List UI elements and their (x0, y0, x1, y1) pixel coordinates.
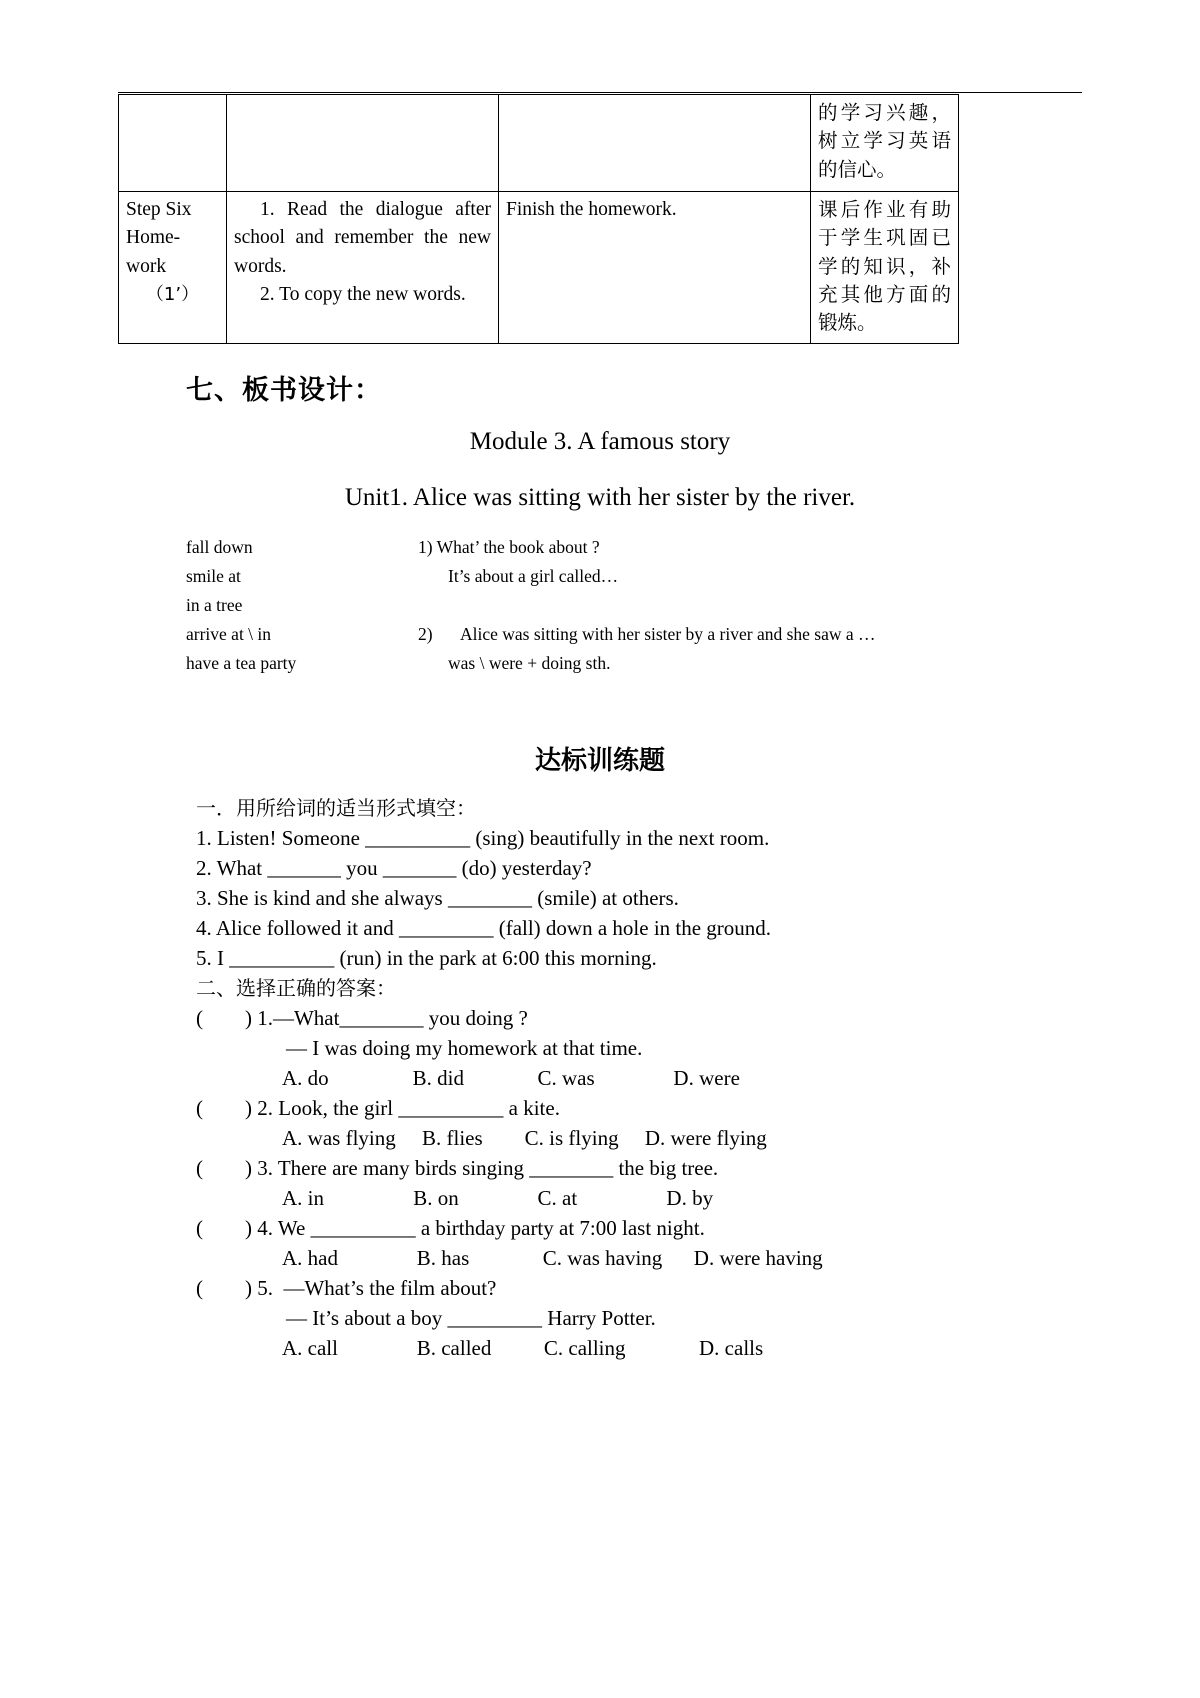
cell-step-six (119, 192, 227, 344)
exercise-part1-item: 2. What _______ you _______ (do) yesterday? (196, 856, 592, 880)
question-options: A. do B. did C. was D. were (282, 1066, 740, 1090)
step-six-time: （1’） (145, 283, 200, 305)
exercise-part1-item: 4. Alice followed it and _________ (fall) down a hole in the ground. (196, 916, 772, 940)
cell-student-activity: Finish the homework. (499, 192, 811, 344)
homework-item-1: 1. Read the dialogue after school and remember the new words. (234, 199, 491, 277)
dialogue-q1 (418, 533, 1058, 562)
dialogue-spacer (418, 591, 1058, 620)
exercise-part1-item: 1. Listen! Someone __________ (sing) beautifully in the next room. (196, 826, 770, 850)
homework-item-2: 2. To copy the new words. (260, 283, 466, 305)
dialogue-list (418, 533, 1058, 678)
exercise-question (196, 1093, 1096, 1153)
unit-title: Unit1. Alice was sitting with her sister by the river. (344, 484, 856, 511)
dialogue-q1-answer: It’s about a girl called… (448, 566, 619, 586)
question-options: A. was flying B. flies C. is flying D. were flying (282, 1126, 767, 1150)
phrase-item: in a tree (186, 595, 243, 615)
step-six-line3: work (126, 255, 167, 277)
dialogue-q1-number: 1) (418, 537, 433, 557)
exercise-part2-heading: 二、选择正确的答案： (196, 976, 396, 1000)
question-options: A. had B. has C. was having D. were having (282, 1246, 823, 1270)
cell-content-empty (227, 95, 499, 192)
exercise-question (196, 1213, 1096, 1273)
top-horizontal-rule (118, 92, 1082, 93)
dialogue-q2 (418, 620, 1058, 649)
phrase-item: fall down (186, 537, 253, 557)
exercise-part1-item: 3. She is kind and she always ________ (smile) at others. (196, 886, 679, 910)
question-options: A. call B. called C. calling D. calls (282, 1336, 764, 1360)
step-six-line2: Home- (126, 227, 181, 249)
step-six-line1: Step Six (126, 199, 192, 220)
question-stem: ( ) 1.—What________ you doing ? (196, 1006, 528, 1030)
exercise-title: 达标训练题 (534, 746, 665, 776)
cell-note-continued: 的学习兴趣，树立学习英语的信心。 (811, 95, 959, 192)
question-answer-line: — It’s about a boy _________ Harry Potter. (286, 1306, 656, 1330)
dialogue-q2-text: Alice was sitting with her sister by a river and she saw a … (460, 624, 876, 644)
exercise-question (196, 1003, 1096, 1093)
phrase-item: have a tea party (186, 653, 297, 673)
section-heading-board-design: 七、板书设计： (186, 375, 382, 406)
cell-homework-content (227, 192, 499, 344)
lesson-plan-table (118, 94, 959, 344)
exercise-body (196, 793, 1096, 1363)
cell-activity-empty (499, 95, 811, 192)
question-answer-line: — I was doing my homework at that time. (286, 1036, 643, 1060)
question-stem: ( ) 3. There are many birds singing ________ the big tree. (196, 1156, 719, 1180)
cell-step-empty (119, 95, 227, 192)
exercise-question (196, 1153, 1096, 1213)
phrase-item: smile at (186, 566, 241, 586)
dialogue-q2-answer: was \ were + doing sth. (448, 653, 611, 673)
question-stem: ( ) 2. Look, the girl __________ a kite. (196, 1096, 560, 1120)
exercise-part1-heading: 一．用所给词的适当形式填空： (196, 796, 476, 820)
question-options: A. in B. on C. at D. by (282, 1186, 714, 1210)
question-stem: ( ) 4. We __________ a birthday party at 7:00 last night. (196, 1216, 705, 1240)
phrase-item: arrive at \ in (186, 624, 272, 644)
exercise-question (196, 1273, 1096, 1363)
lesson-plan-table-wrapper (118, 94, 958, 344)
question-stem: ( ) 5. —What’s the film about? (196, 1276, 497, 1300)
table-row (119, 95, 959, 192)
exercise-part1-item: 5. I __________ (run) in the park at 6:00 this morning. (196, 946, 657, 970)
module-title: Module 3. A famous story (469, 428, 731, 455)
dialogue-q1-text: What’ the book about ? (436, 537, 600, 557)
phrase-list (186, 533, 416, 678)
table-row (119, 192, 959, 344)
cell-design-note: 课后作业有助于学生巩固已学的知识，补充其他方面的锻炼。 (811, 192, 959, 344)
dialogue-q2-number: 2) (418, 624, 433, 644)
